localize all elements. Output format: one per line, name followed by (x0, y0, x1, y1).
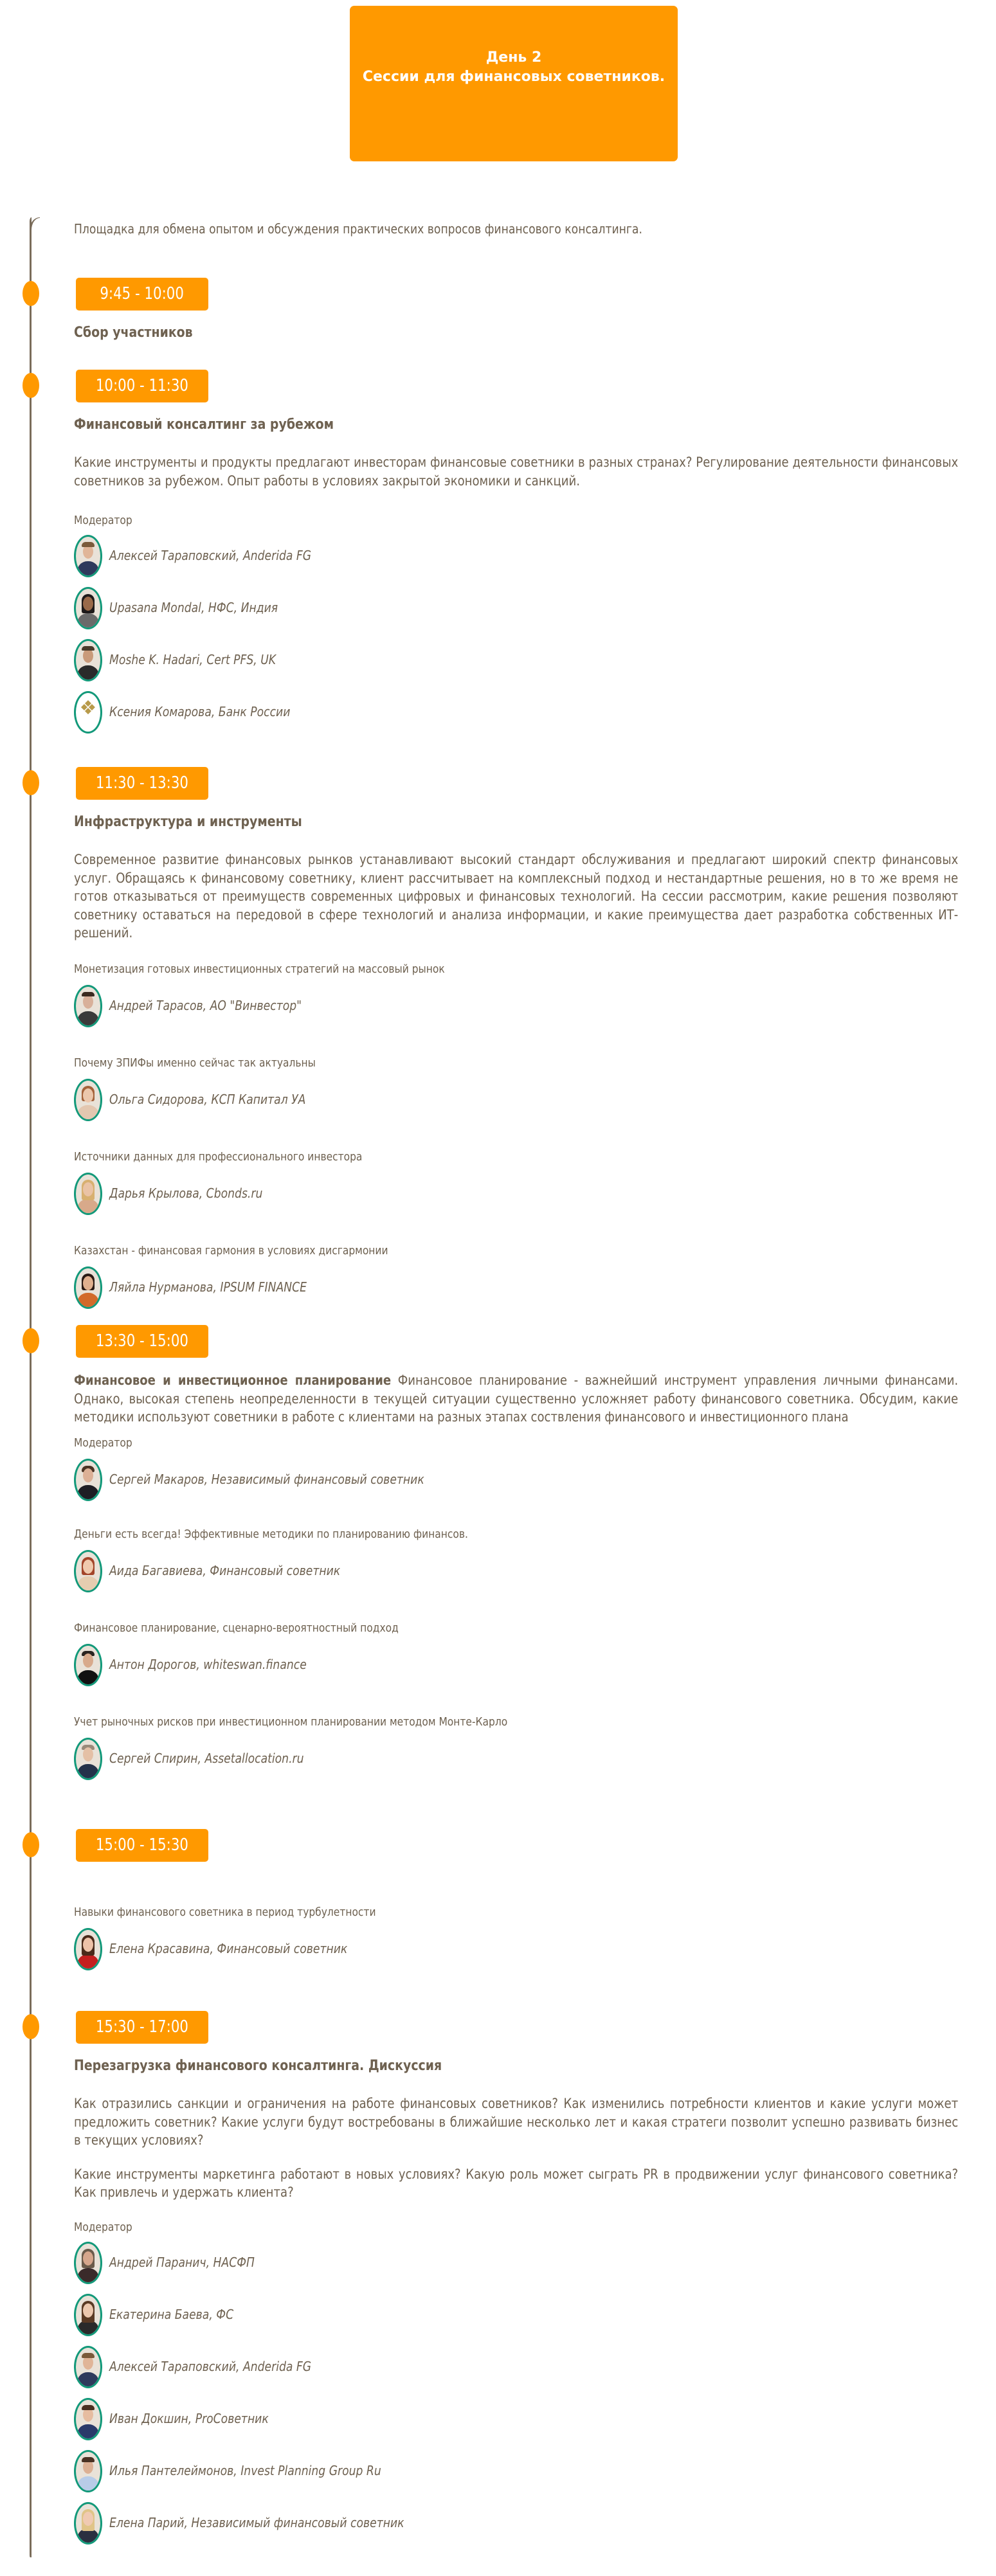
time-badge: 9:45 - 10:00 (76, 278, 208, 311)
speaker-photo (74, 1644, 102, 1686)
talk-topic: Источники данных для профессионального инвестора (74, 1149, 363, 1164)
speaker-name: Moshe K. Hadari, Cert PFS, UK (109, 652, 276, 667)
speaker-name: Сергей Макаров, Независимый финансовый советник (109, 1471, 424, 1487)
session-description: Какие инструменты и продукты предлагают инвесторам финансовые советники в разных странах? Регулирование деятельности финансовых советников за рубежом. Опыт работы в условиях закрытой экономики и санкций. (74, 455, 959, 489)
speaker-name: Андрей Тарасов, АО "Винвестор" (109, 997, 302, 1013)
speaker-item (74, 2450, 958, 2492)
speaker-photo (74, 1550, 102, 1592)
talk-topic: Финансовое планирование, сценарно-вероятностный подход (74, 1621, 399, 1635)
moderator-label: Модератор (74, 514, 132, 527)
speaker-name: Елена Красавина, Финансовый советник (109, 1941, 348, 1956)
bank-of-russia-emblem-icon: ❖ (74, 691, 102, 734)
talk-topic: Навыки финансового советника в период турбулетности (74, 1905, 376, 1919)
timeline-dot-icon (23, 281, 39, 306)
session-title: Финансовое и инвестиционное планирование (74, 1373, 392, 1388)
speaker-name: Ляйла Нурманова, IPSUM FINANCE (109, 1279, 307, 1295)
timeline-dot-icon (23, 2014, 39, 2039)
time-badge: 15:30 - 17:00 (76, 2011, 208, 2044)
speaker-name: Антон Дорогов, whiteswan.finance (109, 1656, 307, 1672)
day-subtitle: Сессии для финансовых советников. (362, 69, 666, 85)
program-intro: Площадка для обмена опытом и обсуждения практических вопросов финансового консалтинга. (74, 221, 642, 237)
session-description: Финансовое и инвестиционное планирование Финансовое планирование - важнейший инструмент управления личными финансами. Однако, высокая степень неопределенности в текущей ситуации существенно усложняет работу финансового советника. Обсудим, какие методики используют советники в работе с клиентами на разных этапах соствления финансового и инвестиционного плана (74, 1373, 959, 1425)
speaker-photo (74, 535, 102, 577)
speaker-item (74, 1079, 958, 1121)
speaker-photo (74, 2450, 102, 2492)
speaker-photo (74, 1738, 102, 1780)
speaker-photo (74, 1266, 102, 1309)
speaker-photo (74, 2398, 102, 2440)
speaker-name: Ксения Комарова, Банк России (109, 704, 291, 719)
time-badge: 15:00 - 15:30 (76, 1829, 208, 1862)
time-badge: 11:30 - 13:30 (76, 767, 208, 800)
session-description: Как отразились санкции и ограничения на работе финансовых советников? Как изменились потребности клиентов и какие услуги может предложить советник? Какие услуги будут востребованы в ближайшие несколько лет и какая стратеги позволит успешно развивать бизнес в текущих условиях? (74, 2096, 959, 2148)
speaker-photo (74, 1079, 102, 1121)
speaker-item (74, 1266, 958, 1309)
speaker-photo (74, 2294, 102, 2336)
speaker-item (74, 535, 958, 577)
speaker-item (74, 2398, 958, 2440)
moderator-label: Модератор (74, 1436, 132, 1450)
timeline-dot-icon (23, 1328, 39, 1353)
time-badge: 10:00 - 11:30 (76, 370, 208, 402)
moderator-label: Модератор (74, 2220, 132, 2234)
speaker-name: Алексей Тараповский, Anderida FG (109, 548, 312, 563)
time-badge: 13:30 - 15:00 (76, 1325, 208, 1358)
speaker-item (74, 2346, 958, 2388)
speaker-name: Ольга Сидорова, КСП Капитал УА (109, 1091, 306, 1107)
talk-topic: Монетизация готовых инвестиционных стратегий на массовый рынок (74, 962, 445, 976)
speaker-photo (74, 2346, 102, 2388)
speaker-name: Сергей Спирин, Assetallocation.ru (109, 1750, 304, 1766)
speaker-name: Илья Пантелеймонов, Invest Planning Group Ru (109, 2462, 381, 2478)
timeline-line (30, 217, 32, 2557)
talk-topic: Деньги есть всегда! Эффективные методики по планированию финансов. (74, 1527, 468, 1541)
speaker-item (74, 2294, 958, 2336)
day-title: День 2 (485, 50, 542, 66)
timeline-dot-icon (23, 770, 39, 795)
session-title: Перезагрузка финансового консалтинга. Дискуссия (74, 2058, 442, 2074)
speaker-item (74, 639, 958, 681)
speaker-item (74, 1173, 958, 1215)
session-description-2: Какие инструменты маркетинга работают в новых условиях? Какую роль может сыграть PR в продвижении услуг финансового советника? Как привлечь и удержать клиента? (74, 2166, 959, 2200)
speaker-item (74, 1644, 958, 1686)
speaker-item (74, 1459, 958, 1501)
speaker-item (74, 587, 958, 629)
session-title: Сбор участников (74, 325, 193, 341)
speaker-photo (74, 1173, 102, 1215)
session-title: Финансовый консалтинг за рубежом (74, 417, 334, 433)
talk-topic: Казахстан - финансовая гармония в условиях дисгармонии (74, 1243, 388, 1257)
speaker-item (74, 985, 958, 1027)
timeline-dot-icon (23, 373, 39, 398)
speaker-item (74, 1550, 958, 1592)
speaker-photo (74, 639, 102, 681)
speaker-photo (74, 2502, 102, 2544)
talk-topic: Учет рыночных рисков при инвестиционном планировании методом Монте-Карло (74, 1715, 508, 1729)
speaker-name: Аида Багавиева, Финансовый советник (109, 1562, 341, 1578)
speaker-item (74, 691, 958, 734)
speaker-photo (74, 1928, 102, 1970)
speaker-photo (74, 1459, 102, 1501)
speaker-photo (74, 2242, 102, 2284)
speaker-photo (74, 985, 102, 1027)
session-description: Современное развитие финансовых рынков устанавливают высокий стандарт обслуживания и предлагают широкий спектр финансовых услуг. Обращаясь к финансовому советнику, клиент рассчитывает на комплексный подход и нестандартные решения, но в то же время не готов отказываться от преимуществ современных цифровых и финансовых технологий. На сессии рассмотрим, какие решения позволяют советнику оставаться на передовой в сфере технологий и анализа информации, и какие преимущества дает разработка собственных ИТ-решений. (74, 852, 959, 941)
speaker-name: Иван Докшин, ProСоветник (109, 2410, 269, 2426)
speaker-name: Андрей Паранич, НАСФП (109, 2254, 255, 2270)
speaker-name: Upasana Mondal, НФС, Индия (109, 600, 278, 615)
talk-topic: Почему ЗПИФы именно сейчас так актуальны (74, 1056, 316, 1070)
speaker-item (74, 1738, 958, 1780)
speaker-item (74, 2502, 958, 2544)
speaker-name: Алексей Тараповский, Anderida FG (109, 2358, 312, 2374)
speaker-item (74, 2242, 958, 2284)
timeline-dot-icon (23, 1832, 39, 1857)
session-title: Инфраструктура и инструменты (74, 814, 302, 830)
speaker-name: Екатерина Баева, ФС (109, 2306, 234, 2322)
speaker-name: Елена Парий, Независимый финансовый советник (109, 2514, 404, 2530)
speaker-photo (74, 587, 102, 629)
speaker-item (74, 1928, 958, 1970)
day-header-banner (350, 6, 678, 161)
speaker-name: Дарья Крылова, Cbonds.ru (109, 1185, 263, 1201)
